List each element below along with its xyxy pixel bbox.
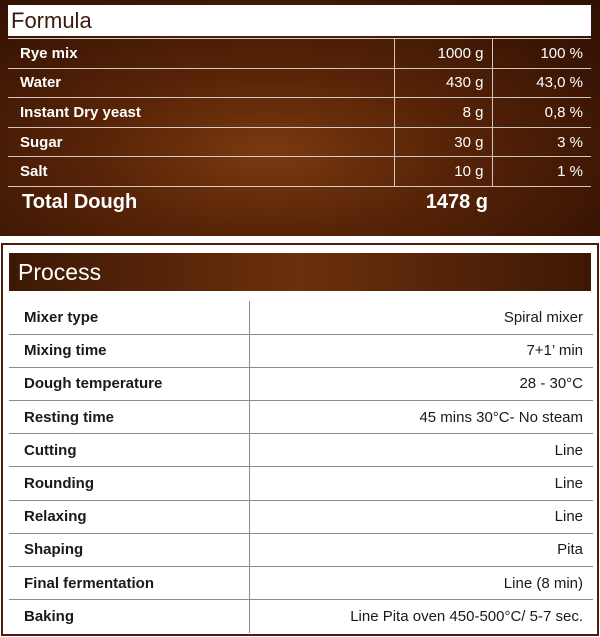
ingredient-percent: 1 % <box>492 157 591 187</box>
table-row <box>9 467 593 500</box>
process-step-label: Shaping <box>9 533 249 566</box>
table-row <box>9 367 593 400</box>
process-step-value: Line <box>249 434 593 467</box>
process-step-value: 28 - 30°C <box>249 367 593 400</box>
table-row <box>9 500 593 533</box>
ingredient-name: Salt <box>8 157 394 187</box>
ingredient-grams: 430 g <box>394 68 492 98</box>
table-row <box>9 600 593 633</box>
ingredient-grams: 8 g <box>394 98 492 128</box>
process-step-label: Dough temperature <box>9 367 249 400</box>
process-step-label: Cutting <box>9 434 249 467</box>
table-row <box>8 68 591 98</box>
ingredient-grams: 10 g <box>394 157 492 187</box>
table-row <box>9 334 593 367</box>
ingredient-grams: 1000 g <box>394 39 492 69</box>
table-row <box>9 301 593 334</box>
total-dough-value: 1478 g <box>425 191 488 213</box>
process-step-value: 45 mins 30°C- No steam <box>249 401 593 434</box>
process-step-label: Mixer type <box>9 301 249 334</box>
table-row <box>8 39 591 69</box>
process-step-label: Baking <box>9 600 249 633</box>
ingredient-name: Rye mix <box>8 39 394 69</box>
ingredient-grams: 30 g <box>394 127 492 157</box>
process-step-label: Relaxing <box>9 500 249 533</box>
process-step-value: Pita <box>249 533 593 566</box>
process-step-value: Line Pita oven 450-500°C/ 5-7 sec. <box>350 608 583 626</box>
ingredient-percent: 43,0 % <box>492 68 591 98</box>
formula-table <box>8 38 591 187</box>
table-row <box>9 567 593 600</box>
process-panel <box>1 243 599 636</box>
ingredient-percent: 100 % <box>492 39 591 69</box>
table-row <box>8 98 591 128</box>
total-dough-label: Total Dough <box>22 191 138 213</box>
process-title: Process <box>9 253 591 291</box>
ingredient-percent: 3 % <box>492 127 591 157</box>
process-step-value: Spiral mixer <box>249 301 593 334</box>
table-row <box>9 533 593 566</box>
process-table <box>9 301 593 633</box>
table-row <box>8 127 591 157</box>
ingredient-name: Sugar <box>8 127 394 157</box>
table-row <box>9 401 593 434</box>
process-step-label: Final fermentation <box>9 567 249 600</box>
process-step-label: Mixing time <box>9 334 249 367</box>
ingredient-name: Instant Dry yeast <box>8 98 394 128</box>
ingredient-percent: 0,8 % <box>492 98 591 128</box>
process-step-label: Resting time <box>9 401 249 434</box>
process-step-value: 7+1’ min <box>249 334 593 367</box>
formula-title: Formula <box>8 5 591 36</box>
table-row <box>9 434 593 467</box>
ingredient-name: Water <box>8 68 394 98</box>
process-step-value: Line (8 min) <box>249 567 593 600</box>
process-step-label: Rounding <box>9 467 249 500</box>
process-step-value: Line <box>249 500 593 533</box>
table-row <box>8 157 591 187</box>
process-step-value: Line <box>249 467 593 500</box>
formula-panel <box>0 0 600 236</box>
